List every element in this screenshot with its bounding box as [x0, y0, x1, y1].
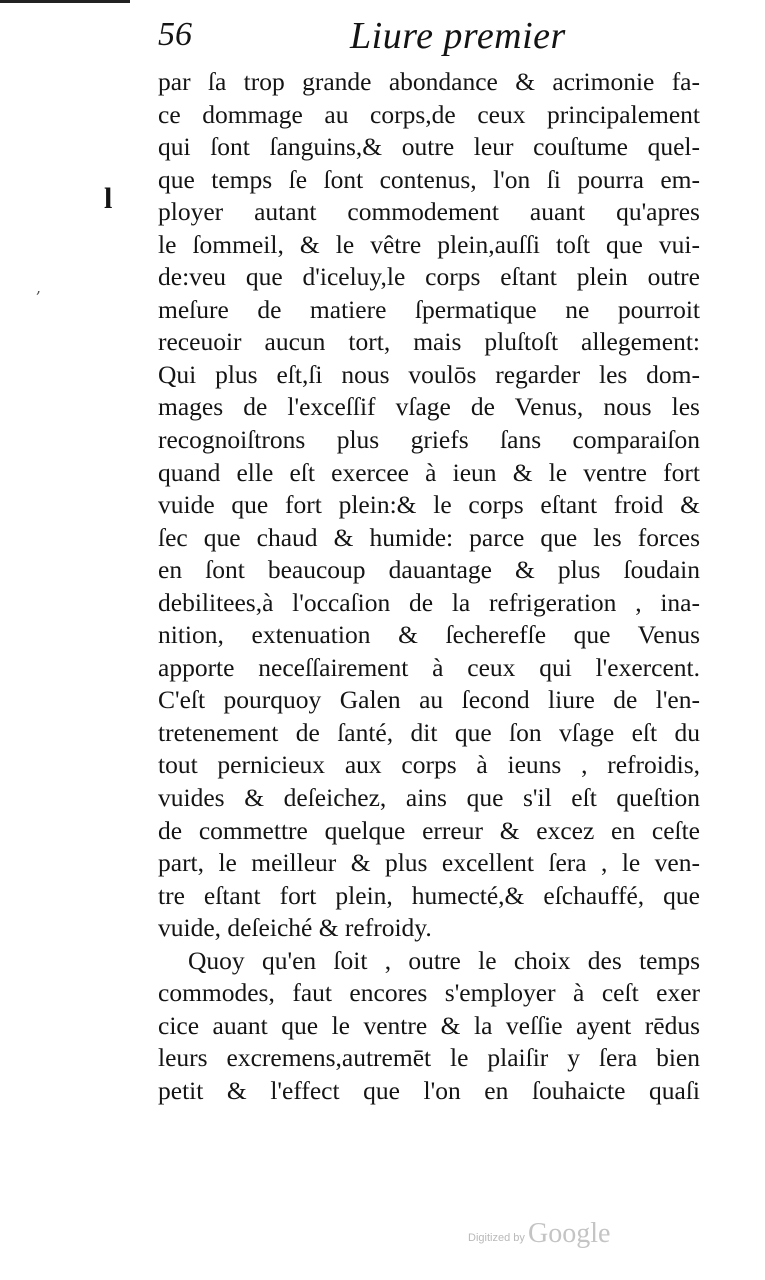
digitized-watermark: [468, 1218, 628, 1258]
text-line: par ſa trop grande abondance & acrimonie fa-: [158, 67, 700, 96]
margin-mark: l: [104, 182, 113, 215]
text-line: ce dommage au corps,de ceux principalement: [158, 99, 700, 129]
watermark-caption: Digitized by: [468, 1232, 525, 1244]
corner-scan-mark: [0, 0, 130, 17]
text-line-paragraph-end: vuide, deſeiché & refroidy.: [158, 913, 432, 943]
text-line: C'eſt pourquoy Galen au ſecond liure de l'en-: [158, 685, 700, 715]
running-title: Liure premier: [350, 15, 566, 57]
text-line: recognoiſtrons plus griefs ſans comparaiſon: [158, 425, 700, 455]
text-line: receuoir aucun tort, mais pluſtoſt allegement:: [158, 327, 700, 357]
text-line: tout pernicieux aux corps à ieuns , refroidis,: [158, 750, 700, 780]
text-line: meſure de matiere ſpermatique ne pourroit: [158, 294, 700, 324]
text-line: de:veu que d'iceluy,le corps eſtant plein outre: [158, 262, 700, 292]
text-line: de commettre quelque erreur & excez en ceſte: [158, 815, 700, 845]
text-line: leurs excremens,autremēt le plaiſir y ſera bien: [158, 1043, 700, 1073]
body-text: [158, 66, 700, 1108]
text-line: le ſommeil, & le vêtre plein,auſſi toſt que vui-: [158, 229, 700, 259]
text-line: apporte neceſſairement à ceux qui l'exercent.: [158, 652, 700, 682]
text-line: Qui plus eſt,ſi nous voulōs regarder les dom-: [158, 359, 700, 389]
text-line: ſec que chaud & humide: parce que les forces: [158, 522, 700, 552]
text-line: tre eſtant fort plein, humecté,& eſchauffé, que: [158, 880, 700, 910]
text-line: tretenement de ſanté, dit que ſon vſage eſt du: [158, 717, 700, 747]
text-line: en ſont beaucoup dauantage & plus ſoudain: [158, 555, 700, 585]
text-line-paragraph-start: Quoy qu'en ſoit , outre le choix des temps: [188, 945, 700, 975]
text-line: nition, extenuation & ſecherefſe que Venus: [158, 620, 700, 650]
text-line: debilitees,à l'occaſion de la refrigeration , ina-: [158, 587, 700, 617]
text-line: vuides & deſeichez, ains que s'il eſt queſtion: [158, 783, 700, 813]
stray-mark: ,: [36, 278, 42, 297]
text-line: quand elle eſt exercee à ieun & le ventre fort: [158, 457, 700, 487]
text-line: que temps ſe ſont contenus, l'on ſi pourra em-: [158, 164, 700, 194]
text-line: vuide que fort plein:& le corps eſtant froid &: [158, 490, 700, 520]
text-line: ployer autant commodement auant qu'apres: [158, 197, 700, 227]
page-header: [150, 12, 570, 62]
text-line: mages de l'exceſſif vſage de Venus, nous les: [158, 392, 700, 422]
text-line: cice auant que le ventre & la veſſie ayent rēdus: [158, 1010, 700, 1040]
text-line: qui ſont ſanguins,& outre leur couſtume quel-: [158, 132, 700, 162]
page-number: 56: [158, 16, 192, 53]
google-logo: Google: [528, 1218, 611, 1249]
text-line: part, le meilleur & plus excellent ſera , le ven-: [158, 848, 700, 878]
text-line: petit & l'effect que l'on en ſouhaicte quaſi: [158, 1075, 700, 1105]
text-line: commodes, faut encores s'employer à ceſt exer: [158, 978, 700, 1008]
